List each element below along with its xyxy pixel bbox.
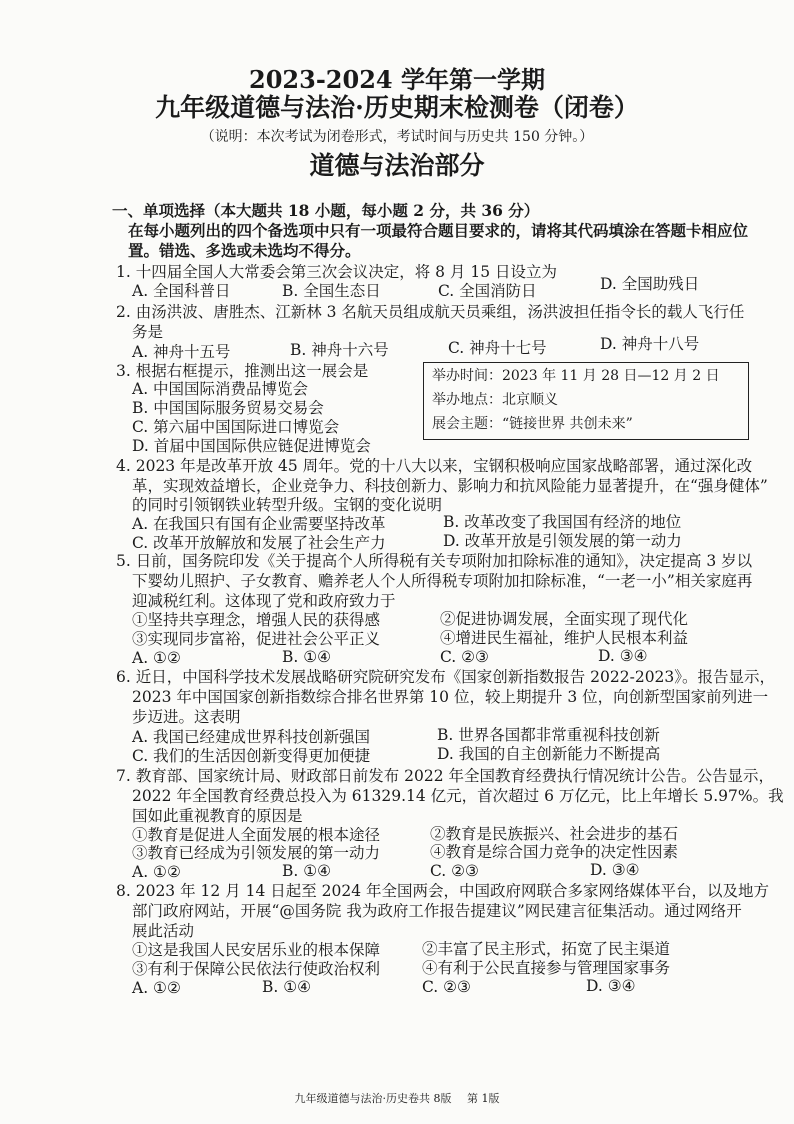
- question-stem-cont: 务是: [132, 323, 164, 341]
- question-stem-cont: 2023 年中国国家创新指数综合排名世界第 10 位，较上期提升 3 位，向创新型国家前列进一: [132, 688, 769, 706]
- option-d: D. ③④: [586, 977, 636, 995]
- option-c: C. 我们的生活因创新变得更加便捷: [132, 747, 371, 765]
- page-footer: [0, 1090, 794, 1106]
- question-stem-cont: 2022 年全国教育经费总投入为 61329.14 亿元，首次超过 6 万亿元，比上年增长 5.97%。我: [132, 787, 784, 805]
- statement-1: ①教育是促进人全面发展的根本途径: [132, 826, 381, 844]
- question-stem-cont: 下婴幼儿照护、子女教育、赡养老人个人所得税专项附加扣除标准，“一老一小”相关家庭再: [132, 572, 753, 590]
- statement-1: ①坚持共享理念，增强人民的获得感: [132, 611, 381, 629]
- option-b: B. ①④: [262, 978, 312, 996]
- option-b: B. 全国生态日: [282, 282, 381, 300]
- question-stem: 3. 根据右框提示，推测出这一展会是: [116, 362, 369, 380]
- question-stem-cont: 国如此重视教育的原因是: [132, 807, 303, 825]
- option-c: C. ②③: [440, 648, 489, 666]
- question-stem-cont: 部门政府网站，开展“@国务院 我为政府工作报告提建议”网民建言征集活动。通过网络开: [132, 902, 742, 920]
- option-a: A. 神舟十五号: [132, 343, 231, 361]
- statement-2: ②丰富了民主形式，拓宽了民主渠道: [422, 940, 671, 958]
- statement-3: ③教育已经成为引领发展的第一动力: [132, 844, 381, 862]
- option-c: C. ②③: [430, 862, 479, 880]
- option-a: A. ①②: [132, 863, 181, 881]
- statement-4: ④教育是综合国力竞争的决定性因素: [430, 843, 679, 861]
- option-b: B. 改革改变了我国国有经济的地位: [443, 513, 682, 531]
- option-c: C. 改革开放解放和发展了社会生产力: [132, 534, 386, 552]
- option-a: A. ①②: [132, 979, 181, 997]
- option-b: B. ①④: [282, 648, 332, 666]
- option-a: A. 在我国只有国有企业需要坚持改革: [132, 515, 386, 533]
- statement-1: ①这是我国人民安居乐业的根本保障: [132, 941, 381, 959]
- option-b: B. 神舟十六号: [290, 341, 389, 359]
- exam-title: 九年级道德与法治·历史期末检测卷（闭卷）: [155, 93, 639, 122]
- option-a: A. ①②: [132, 649, 181, 667]
- part-title: 道德与法治部分: [309, 151, 485, 180]
- box-place: 举办地点：北京顺义: [432, 392, 558, 408]
- footer-page-number: 第 1版: [467, 1092, 500, 1105]
- option-c: C. 第六届中国国际进口博览会: [132, 418, 340, 436]
- option-c: C. 全国消防日: [438, 282, 537, 300]
- statement-2: ②促进协调发展，全面实现了现代化: [440, 610, 689, 628]
- option-d: D. 改革开放是引领发展的第一动力: [443, 532, 682, 550]
- option-d: D. ③④: [598, 647, 648, 665]
- footer-paper-info: 九年级道德与法治·历史卷共 8版: [294, 1092, 452, 1105]
- option-d: D. 我国的自主创新能力不断提高: [437, 745, 661, 763]
- option-c: C. 神舟十七号: [448, 339, 547, 357]
- exhibition-info-box: [423, 362, 749, 440]
- option-d: D. ③④: [590, 861, 640, 879]
- section-heading: 一、单项选择（本大题共 18 小题，每小题 2 分，共 36 分）: [112, 201, 540, 220]
- option-a: A. 我国已经建成世界科技创新强国: [132, 728, 371, 746]
- option-b: B. 中国国际服务贸易交易会: [132, 399, 324, 417]
- exam-note: （说明：本次考试为闭卷形式，考试时间与历史共 150 分钟。）: [200, 129, 594, 145]
- question-stem: 4. 2023 年是改革开放 45 周年。党的十八大以来，宝钢积极响应国家战略部署，通过深化改: [116, 457, 753, 475]
- statement-2: ②教育是民族振兴、社会进步的基石: [430, 825, 679, 843]
- question-stem-cont: 迎减税红利。这体现了党和政府致力于: [132, 592, 396, 610]
- option-b: B. ①④: [282, 862, 332, 880]
- statement-3: ③有利于保障公民依法行使政治权利: [132, 960, 381, 978]
- option-a: A. 全国科普日: [132, 282, 231, 300]
- question-stem-cont: 展此活动: [132, 922, 195, 940]
- question-stem: 1. 十四届全国人大常委会第三次会议决定，将 8 月 15 日设立为: [116, 263, 558, 281]
- question-stem-cont: 的同时引领钢铁业转型升级。宝钢的变化说明: [132, 496, 443, 514]
- box-theme: 展会主题：“链接世界 共创未来”: [432, 416, 633, 432]
- statement-3: ③实现同步富裕，促进社会公平正义: [132, 630, 381, 648]
- question-stem: 7. 教育部、国家统计局、财政部日前发布 2022 年全国教育经费执行情况统计公告。公告显示，: [116, 767, 775, 785]
- option-b: B. 世界各国都非常重视科技创新: [437, 726, 660, 744]
- option-d: D. 神舟十八号: [600, 335, 700, 353]
- question-stem: 2. 由汤洪波、唐胜杰、江新林 3 名航天员组成航天员乘组，汤洪波担任指令长的载人飞行任: [116, 303, 745, 321]
- question-stem-cont: 革，实现效益增长，企业竞争力、科技创新力、影响力和抗风险能力显著提升，在“强身健体”: [132, 477, 768, 495]
- statement-4: ④有利于公民直接参与管理国家事务: [422, 959, 671, 977]
- question-stem: 8. 2023 年 12 月 14 日起至 2024 年全国两会，中国政府网联合多家网络媒体平台，以及地方: [116, 882, 770, 900]
- section-instruction: 在每小题列出的四个备选项中只有一项最符合题目要求的，请将其代码填涂在答题卡相应位: [128, 221, 749, 240]
- section-instruction-cont: 置。错选、多选或未选均不得分。: [128, 241, 361, 260]
- option-d: D. 全国助残日: [600, 275, 700, 293]
- box-time: 举办时间：2023 年 11 月 28 日—12 月 2 日: [432, 368, 720, 384]
- question-stem-cont: 步迈进。这表明: [132, 708, 241, 726]
- year-term: 2023-2024 学年第一学期: [249, 65, 545, 94]
- statement-4: ④增进民生福祉，维护人民根本利益: [440, 629, 689, 647]
- option-c: C. ②③: [422, 978, 471, 996]
- question-stem: 5. 日前，国务院印发《关于提高个人所得税有关专项附加扣除标准的通知》，决定提高 3 岁以: [116, 552, 753, 570]
- option-a: A. 中国国际消费品博览会: [132, 380, 309, 398]
- question-stem: 6. 近日，中国科学技术发展战略研究院研究发布《国家创新指数报告 2022-2023》。报告显示，: [116, 668, 776, 686]
- option-d: D. 首届中国国际供应链促进博览会: [132, 437, 371, 455]
